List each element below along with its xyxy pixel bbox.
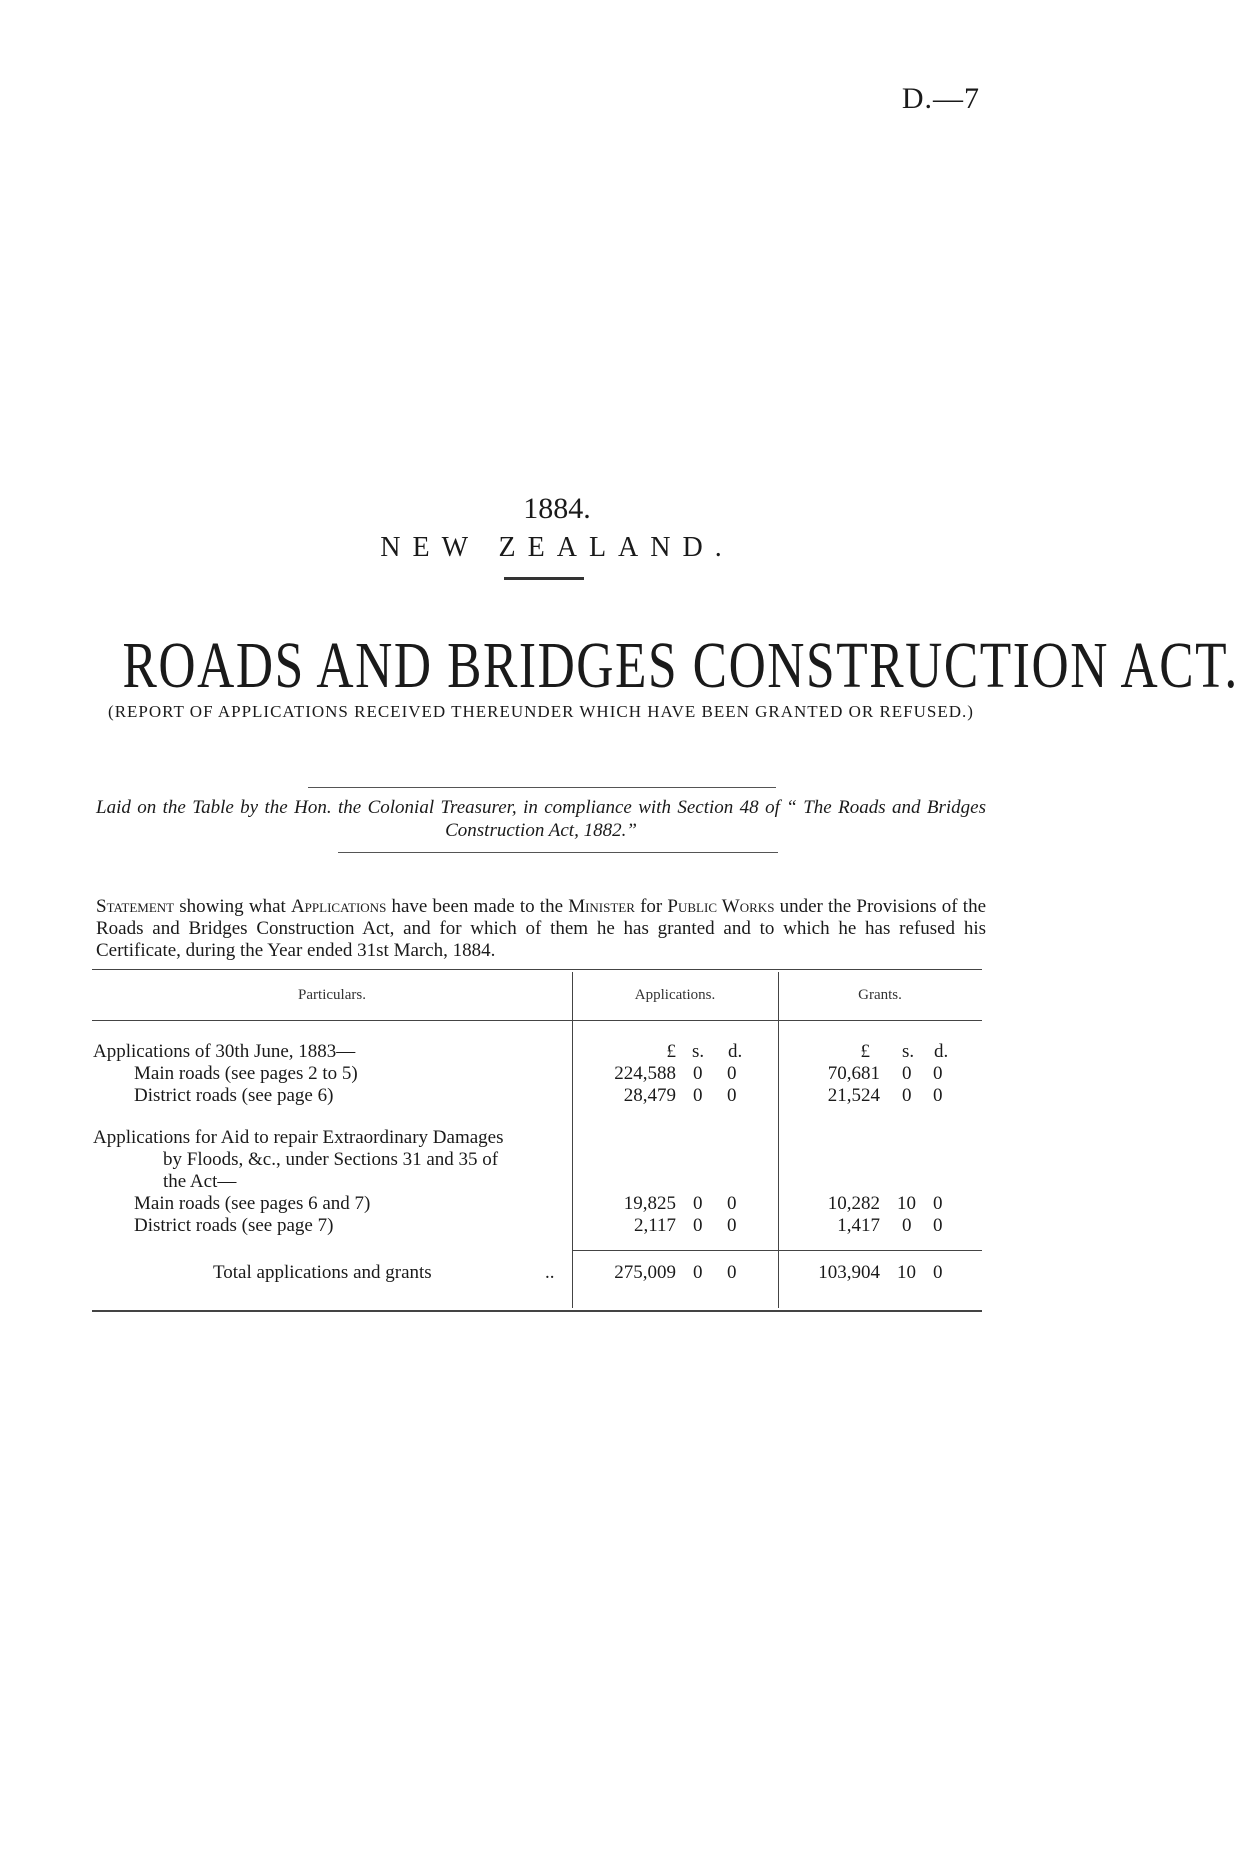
app-pence: 0	[727, 1193, 737, 1214]
statement-text: have been made to the	[386, 896, 569, 917]
group-heading: Applications of 30th June, 1883—	[93, 1041, 356, 1062]
total-grant-shillings: 10	[897, 1262, 916, 1283]
table-column-divider	[572, 972, 573, 1308]
total-leader: ..	[545, 1262, 555, 1283]
laid-bottom-rule	[338, 852, 778, 853]
grant-pence: 0	[933, 1215, 943, 1236]
statement-word: Statement	[96, 896, 175, 917]
table-subtotal-rule	[572, 1250, 982, 1251]
grant-shillings: 10	[897, 1193, 916, 1214]
table-top-rule	[92, 969, 982, 970]
header-grants: Grants.	[858, 987, 902, 1003]
app-pence: 0	[727, 1085, 737, 1106]
app-shillings: 0	[693, 1215, 703, 1236]
group-heading: Applications for Aid to repair Extraordinary Damages	[93, 1127, 504, 1148]
statement-text: under the Provisions of the Roads and Bridges Construction Act, and for which of them he has granted and to which he has refused his Certificate, during the Year ended 31st March, 1884.	[96, 896, 987, 961]
grant-shillings: 0	[902, 1063, 912, 1084]
app-shillings: 0	[693, 1193, 703, 1214]
statement-word: Public Works	[667, 896, 775, 917]
unit-pounds: £	[666, 1041, 676, 1062]
header-applications: Applications.	[634, 987, 716, 1003]
row-label: Main roads (see pages 6 and 7)	[134, 1193, 371, 1214]
app-pence: 0	[727, 1063, 737, 1084]
unit-pence: d.	[934, 1041, 949, 1062]
total-grant-pence: 0	[933, 1262, 943, 1283]
statement-word: Minister	[568, 896, 635, 917]
country-heading: NEW ZEALAND.	[380, 532, 734, 563]
total-app-pounds: 275,009	[614, 1262, 676, 1283]
total-grant-pounds: 103,904	[818, 1262, 880, 1283]
total-label: Total applications and grants	[213, 1262, 432, 1283]
document-title: ROADS AND BRIDGES CONSTRUCTION ACT.	[122, 629, 1239, 702]
statement-paragraph	[96, 896, 986, 962]
grant-pounds: 1,417	[837, 1215, 880, 1236]
document-year: 1884.	[523, 492, 591, 525]
app-pounds: 224,588	[614, 1063, 676, 1084]
laid-top-rule	[308, 787, 776, 788]
unit-pounds: £	[860, 1041, 870, 1062]
unit-shillings: s.	[692, 1041, 705, 1062]
grant-shillings: 0	[902, 1085, 912, 1106]
statement-word: Applications	[290, 896, 387, 917]
group-heading: the Act—	[163, 1171, 237, 1192]
app-pounds: 19,825	[623, 1193, 676, 1214]
row-label: District roads (see page 6)	[134, 1085, 334, 1106]
grant-shillings: 0	[902, 1215, 912, 1236]
table-header-rule	[92, 1020, 982, 1021]
total-app-pence: 0	[727, 1262, 737, 1283]
app-shillings: 0	[693, 1085, 703, 1106]
grant-pounds: 70,681	[827, 1063, 880, 1084]
table-bottom-rule	[92, 1310, 982, 1312]
unit-shillings: s.	[902, 1041, 915, 1062]
document-subtitle: (REPORT OF APPLICATIONS RECEIVED THEREUNDER WHICH HAVE BEEN GRANTED OR REFUSED.)	[108, 702, 974, 721]
row-label: District roads (see page 7)	[134, 1215, 334, 1236]
app-pounds: 2,117	[633, 1215, 676, 1236]
app-pence: 0	[727, 1215, 737, 1236]
page-number: D.—7	[901, 82, 980, 115]
grant-pence: 0	[933, 1085, 943, 1106]
grant-pence: 0	[933, 1063, 943, 1084]
app-pounds: 28,479	[623, 1085, 676, 1106]
grant-pence: 0	[933, 1193, 943, 1214]
grant-pounds: 21,524	[827, 1085, 880, 1106]
statement-text: for	[634, 896, 668, 917]
laid-on-table-note: Laid on the Table by the Hon. the Colonial Treasurer, in compliance with Section 48 of “ The Roads and Bridges Construction Act, 1882.”	[96, 797, 986, 841]
header-particulars: Particulars.	[298, 987, 366, 1003]
unit-pence: d.	[728, 1041, 743, 1062]
statement-text: showing what	[174, 896, 291, 917]
group-heading: by Floods, &c., under Sections 31 and 35 of	[163, 1149, 499, 1170]
total-app-shillings: 0	[693, 1262, 703, 1283]
row-label: Main roads (see pages 2 to 5)	[134, 1063, 358, 1084]
app-shillings: 0	[693, 1063, 703, 1084]
table-column-divider	[778, 972, 779, 1308]
grant-pounds: 10,282	[827, 1193, 880, 1214]
heading-rule	[504, 577, 584, 580]
